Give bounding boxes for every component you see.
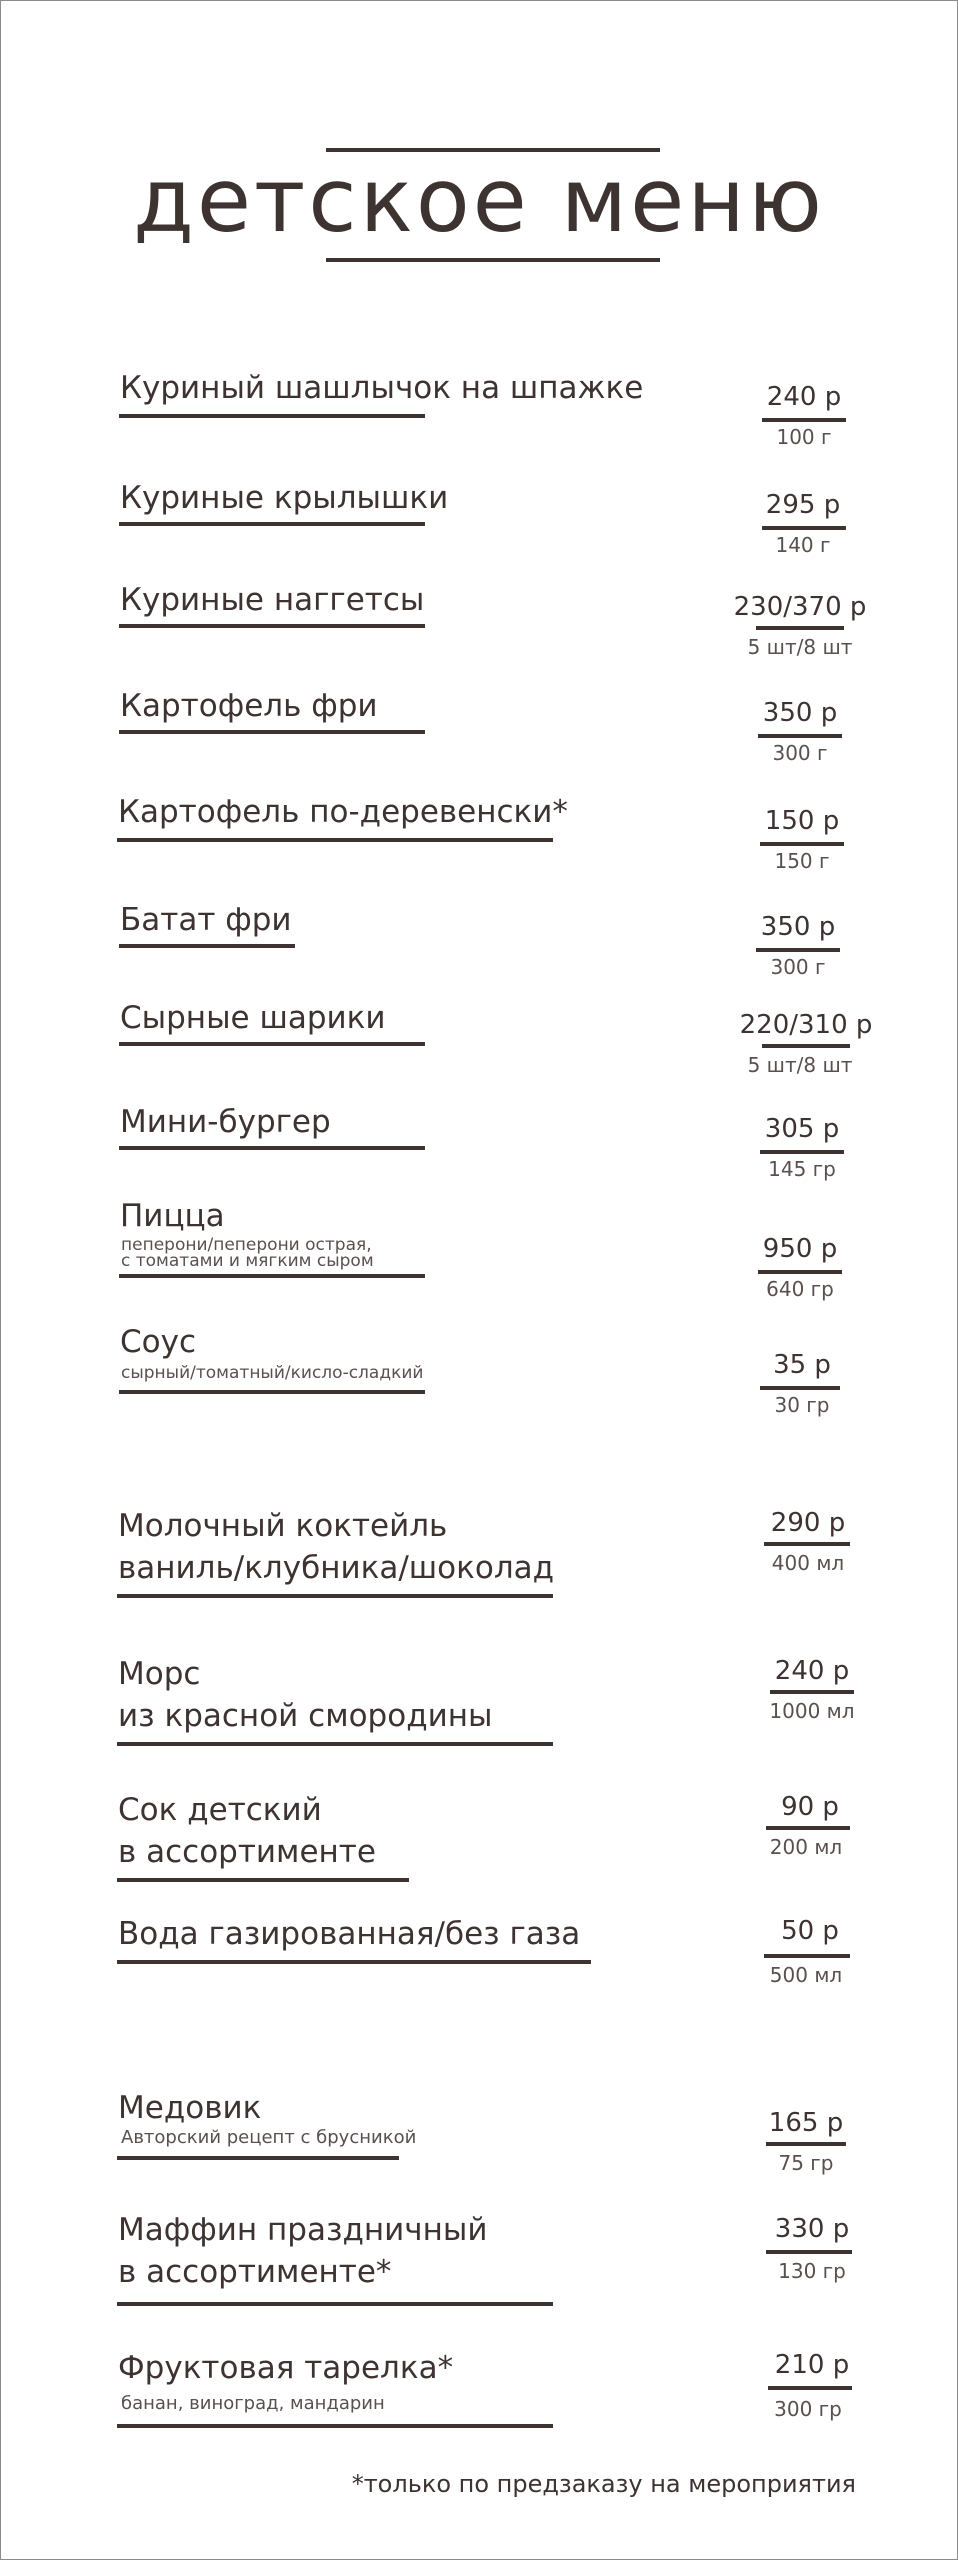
- item-weight: 200 мл: [769, 1835, 843, 1859]
- item-price: 950 р: [762, 1234, 838, 1264]
- price-rule: [764, 1954, 850, 1958]
- price-rule: [756, 626, 844, 630]
- item-price: 305 р: [764, 1114, 840, 1144]
- item-name: Картофель фри: [120, 688, 378, 724]
- item-price: 330 р: [774, 2214, 850, 2244]
- item-underline: [119, 730, 425, 734]
- item-weight: 5 шт/8 шт: [747, 1053, 853, 1077]
- item-price: 150 р: [764, 806, 840, 836]
- item-price: 90 р: [781, 1792, 839, 1822]
- item-underline: [119, 1146, 425, 1150]
- item-price: 50 р: [781, 1916, 839, 1946]
- price-rule: [760, 1386, 840, 1390]
- item-weight: 30 гр: [774, 1393, 830, 1417]
- item-underline: [117, 1594, 553, 1598]
- item-price: 290 р: [770, 1508, 846, 1538]
- item-weight: 500 мл: [769, 1963, 843, 1987]
- item-name: Куриные наггетсы: [120, 582, 425, 618]
- item-name: Фруктовая тарелка*: [118, 2350, 454, 2386]
- item-price: 210 р: [774, 2350, 850, 2380]
- item-underline: [117, 2424, 553, 2428]
- item-name-line2: в ассортименте*: [118, 2254, 392, 2290]
- price-rule: [762, 418, 846, 422]
- price-rule: [766, 1826, 850, 1830]
- item-underline: [117, 2156, 399, 2160]
- item-name: Батат фри: [120, 902, 292, 938]
- item-name-line2: ваниль/клубника/шоколад: [118, 1550, 555, 1586]
- price-rule: [760, 842, 844, 846]
- item-price: 240 р: [774, 1656, 850, 1686]
- price-rule: [770, 1690, 854, 1694]
- item-weight: 145 гр: [768, 1157, 836, 1181]
- item-price: 240 р: [766, 382, 842, 412]
- item-price: 230/370 р: [733, 592, 867, 622]
- item-weight: 300 г: [772, 741, 828, 765]
- item-description: банан, виноград, мандарин: [121, 2393, 385, 2414]
- item-underline: [119, 1390, 425, 1394]
- item-weight: 400 мл: [771, 1551, 845, 1575]
- item-name: Куриный шашлычок на шпажке: [120, 370, 644, 406]
- item-price: 35 р: [773, 1350, 831, 1380]
- price-rule: [768, 2386, 852, 2390]
- menu-title: детское меню: [133, 149, 825, 252]
- item-weight: 300 гр: [774, 2397, 842, 2421]
- item-name: Куриные крылышки: [120, 480, 449, 516]
- item-underline: [119, 1042, 425, 1046]
- item-weight: 75 гр: [778, 2151, 834, 2175]
- item-price: 350 р: [762, 698, 838, 728]
- item-name: Вода газированная/без газа: [118, 1916, 581, 1952]
- title-bottom-rule: [326, 258, 660, 262]
- item-weight: 300 г: [770, 955, 826, 979]
- price-rule: [762, 526, 846, 530]
- item-price: 350 р: [760, 912, 836, 942]
- item-price: 220/310 р: [739, 1010, 873, 1040]
- price-rule: [760, 1150, 844, 1154]
- menu-header: [0, 140, 958, 270]
- item-name: Мини-бургер: [120, 1104, 331, 1140]
- item-description-line2: с томатами и мягким сыром: [121, 1251, 374, 1271]
- item-weight: 100 г: [776, 425, 832, 449]
- item-underline: [117, 1742, 553, 1746]
- item-underline: [119, 414, 425, 418]
- item-underline: [117, 1878, 409, 1882]
- price-rule: [758, 1270, 842, 1274]
- item-name: Морс: [118, 1656, 201, 1692]
- item-description: Авторский рецепт с брусникой: [121, 2127, 417, 2148]
- item-price: 165 р: [768, 2108, 844, 2138]
- item-weight: 140 г: [775, 533, 831, 557]
- item-name: Соус: [120, 1324, 197, 1360]
- item-underline: [117, 1960, 591, 1964]
- item-underline: [117, 2302, 553, 2306]
- price-rule: [766, 2142, 846, 2146]
- item-name: Сок детский: [118, 1792, 322, 1828]
- item-name-line2: из красной смородины: [118, 1698, 493, 1734]
- item-description: сырный/томатный/кисло-сладкий: [121, 1363, 424, 1383]
- price-rule: [756, 948, 840, 952]
- item-underline: [117, 838, 553, 842]
- item-underline: [119, 1274, 425, 1278]
- price-rule: [766, 2250, 852, 2254]
- item-name: Пицца: [120, 1198, 225, 1234]
- item-name-line2: в ассортименте: [118, 1834, 376, 1870]
- item-name: Молочный коктейль: [118, 1508, 448, 1544]
- item-weight: 150 г: [774, 849, 830, 873]
- item-underline: [119, 624, 425, 628]
- price-rule: [758, 734, 842, 738]
- item-weight: 130 гр: [778, 2259, 846, 2283]
- item-name: Маффин праздничный: [118, 2212, 488, 2248]
- item-underline: [119, 944, 295, 948]
- price-rule: [762, 1044, 850, 1048]
- item-name: Сырные шарики: [120, 1000, 386, 1036]
- item-weight: 5 шт/8 шт: [747, 635, 853, 659]
- price-rule: [764, 1542, 850, 1546]
- item-name: Картофель по-деревенски*: [118, 794, 568, 830]
- preorder-footnote: *только по предзаказу на мероприятия: [351, 2470, 856, 2498]
- item-weight: 640 гр: [766, 1277, 834, 1301]
- item-underline: [119, 522, 425, 526]
- item-name: Медовик: [118, 2090, 262, 2126]
- item-weight: 1000 мл: [769, 1699, 855, 1723]
- item-description: пеперони/пеперони острая,: [121, 1235, 372, 1255]
- item-price: 295 р: [765, 490, 841, 520]
